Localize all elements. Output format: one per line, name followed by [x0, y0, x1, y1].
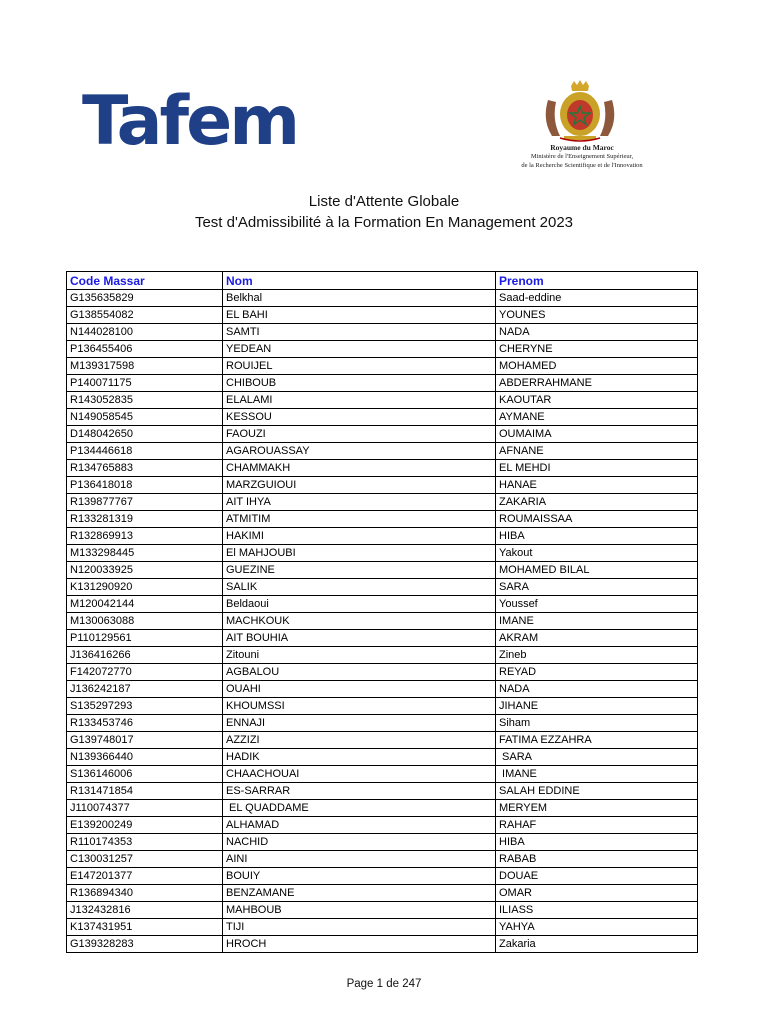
code-massar-cell: E139200249	[67, 817, 223, 834]
code-massar-cell: R143052835	[67, 392, 223, 409]
code-massar-cell: G135635829	[67, 290, 223, 307]
table-row	[67, 511, 698, 528]
table-row	[67, 936, 698, 953]
table-row	[67, 528, 698, 545]
nom-cell: El MAHJOUBI	[223, 545, 496, 562]
code-massar-cell: J136416266	[67, 647, 223, 664]
prenom-cell: SARA	[496, 579, 698, 596]
prenom-cell: AYMANE	[496, 409, 698, 426]
nom-cell: CHIBOUB	[223, 375, 496, 392]
nom-cell: BENZAMANE	[223, 885, 496, 902]
code-massar-cell: P136418018	[67, 477, 223, 494]
code-massar-cell: P134446618	[67, 443, 223, 460]
table-row	[67, 664, 698, 681]
code-massar-cell: R131471854	[67, 783, 223, 800]
nom-cell: AIT IHYA	[223, 494, 496, 511]
nom-cell: ENNAJI	[223, 715, 496, 732]
prenom-cell: MOHAMED BILAL	[496, 562, 698, 579]
ministry-line-2: de la Recherche Scientifique et de l'Innovation	[521, 161, 643, 169]
nom-cell: AGAROUASSAY	[223, 443, 496, 460]
prenom-cell: MERYEM	[496, 800, 698, 817]
prenom-cell: OMAR	[496, 885, 698, 902]
nom-cell: Zitouni	[223, 647, 496, 664]
code-massar-cell: F142072770	[67, 664, 223, 681]
code-massar-cell: C130031257	[67, 851, 223, 868]
table-row	[67, 902, 698, 919]
table-row	[67, 851, 698, 868]
prenom-cell: ILIASS	[496, 902, 698, 919]
table-row	[67, 613, 698, 630]
table-row	[67, 324, 698, 341]
nom-cell: HAKIMI	[223, 528, 496, 545]
prenom-cell: HIBA	[496, 834, 698, 851]
code-massar-cell: N120033925	[67, 562, 223, 579]
prenom-cell: REYAD	[496, 664, 698, 681]
nom-cell: Beldaoui	[223, 596, 496, 613]
nom-cell: AINI	[223, 851, 496, 868]
code-massar-cell: N144028100	[67, 324, 223, 341]
prenom-cell: CHERYNE	[496, 341, 698, 358]
prenom-cell: ROUMAISSAA	[496, 511, 698, 528]
code-massar-cell: G139748017	[67, 732, 223, 749]
code-massar-cell: P110129561	[67, 630, 223, 647]
nom-cell: GUEZINE	[223, 562, 496, 579]
prenom-cell: HANAE	[496, 477, 698, 494]
table-row	[67, 443, 698, 460]
ministry-block	[496, 143, 668, 170]
table-row	[67, 630, 698, 647]
waiting-list-table	[66, 271, 698, 953]
table-row	[67, 647, 698, 664]
code-massar-cell: N149058545	[67, 409, 223, 426]
table-row	[67, 460, 698, 477]
code-massar-cell: E147201377	[67, 868, 223, 885]
code-massar-cell: M120042144	[67, 596, 223, 613]
code-massar-cell: R133453746	[67, 715, 223, 732]
code-massar-cell: P140071175	[67, 375, 223, 392]
nom-cell: EL QUADDAME	[223, 800, 496, 817]
prenom-cell: FATIMA EZZAHRA	[496, 732, 698, 749]
nom-cell: AZZIZI	[223, 732, 496, 749]
table-header-row	[67, 272, 698, 290]
nom-cell: BOUIY	[223, 868, 496, 885]
prenom-cell: DOUAE	[496, 868, 698, 885]
table-row	[67, 783, 698, 800]
table-row	[67, 426, 698, 443]
nom-cell: AIT BOUHIA	[223, 630, 496, 647]
table-row	[67, 596, 698, 613]
prenom-cell: ZAKARIA	[496, 494, 698, 511]
prenom-cell: Zakaria	[496, 936, 698, 953]
column-header-code-massar: Code Massar	[67, 272, 223, 290]
table-row	[67, 681, 698, 698]
nom-cell: SALIK	[223, 579, 496, 596]
nom-cell: FAOUZI	[223, 426, 496, 443]
prenom-cell: YAHYA	[496, 919, 698, 936]
table-row	[67, 834, 698, 851]
code-massar-cell: R139877767	[67, 494, 223, 511]
code-massar-cell: J132432816	[67, 902, 223, 919]
table-row	[67, 919, 698, 936]
code-massar-cell: J110074377	[67, 800, 223, 817]
prenom-cell: Saad-eddine	[496, 290, 698, 307]
nom-cell: ES-SARRAR	[223, 783, 496, 800]
prenom-cell: AKRAM	[496, 630, 698, 647]
prenom-cell: NADA	[496, 324, 698, 341]
prenom-cell: Yakout	[496, 545, 698, 562]
code-massar-cell: K137431951	[67, 919, 223, 936]
prenom-cell: JIHANE	[496, 698, 698, 715]
nom-cell: CHAMMAKH	[223, 460, 496, 477]
nom-cell: KHOUMSSI	[223, 698, 496, 715]
page-subtitle: Test d'Admissibilité à la Formation En Management 2023	[194, 214, 574, 231]
prenom-cell: ABDERRAHMANE	[496, 375, 698, 392]
page-title: Liste d'Attente Globale	[308, 193, 460, 210]
table-row	[67, 749, 698, 766]
table-row	[67, 409, 698, 426]
prenom-cell: SARA	[496, 749, 698, 766]
prenom-cell: RAHAF	[496, 817, 698, 834]
code-massar-cell: K131290920	[67, 579, 223, 596]
code-massar-cell: R133281319	[67, 511, 223, 528]
table-row	[67, 562, 698, 579]
table-row	[67, 477, 698, 494]
code-massar-cell: M130063088	[67, 613, 223, 630]
nom-cell: MACHKOUK	[223, 613, 496, 630]
table-row	[67, 375, 698, 392]
column-header-prenom: Prenom	[496, 272, 698, 290]
prenom-cell: SALAH EDDINE	[496, 783, 698, 800]
code-massar-cell: N139366440	[67, 749, 223, 766]
prenom-cell: RABAB	[496, 851, 698, 868]
prenom-cell: IMANE	[496, 613, 698, 630]
nom-cell: EL BAHI	[223, 307, 496, 324]
table-row	[67, 341, 698, 358]
table-row	[67, 817, 698, 834]
nom-cell: Belkhal	[223, 290, 496, 307]
nom-cell: ATMITIM	[223, 511, 496, 528]
nom-cell: OUAHI	[223, 681, 496, 698]
morocco-royal-coat-of-arms-icon	[538, 80, 622, 142]
column-header-nom: Nom	[223, 272, 496, 290]
table-row	[67, 766, 698, 783]
code-massar-cell: G139328283	[67, 936, 223, 953]
prenom-cell: KAOUTAR	[496, 392, 698, 409]
table-row	[67, 494, 698, 511]
code-massar-cell: R134765883	[67, 460, 223, 477]
prenom-cell: NADA	[496, 681, 698, 698]
table-row	[67, 868, 698, 885]
code-massar-cell: R132869913	[67, 528, 223, 545]
code-massar-cell: J136242187	[67, 681, 223, 698]
kingdom-label: Royaume du Maroc	[550, 143, 614, 152]
code-massar-cell: R136894340	[67, 885, 223, 902]
table-row	[67, 800, 698, 817]
nom-cell: SAMTI	[223, 324, 496, 341]
table-row	[67, 545, 698, 562]
nom-cell: MARZGUIOUI	[223, 477, 496, 494]
code-massar-cell: D148042650	[67, 426, 223, 443]
nom-cell: CHAACHOUAI	[223, 766, 496, 783]
table-row	[67, 290, 698, 307]
nom-cell: MAHBOUB	[223, 902, 496, 919]
prenom-cell: HIBA	[496, 528, 698, 545]
table-row	[67, 307, 698, 324]
code-massar-cell: G138554082	[67, 307, 223, 324]
nom-cell: ROUIJEL	[223, 358, 496, 375]
ministry-line-1: Ministère de l'Enseignement Supérieur,	[530, 153, 634, 160]
page-number: Page 1 de 247	[346, 978, 422, 990]
code-massar-cell: S136146006	[67, 766, 223, 783]
prenom-cell: Siham	[496, 715, 698, 732]
code-massar-cell: M139317598	[67, 358, 223, 375]
tafem-logo: Tafem	[82, 82, 298, 161]
table-row	[67, 885, 698, 902]
prenom-cell: IMANE	[496, 766, 698, 783]
prenom-cell: Youssef	[496, 596, 698, 613]
code-massar-cell: R110174353	[67, 834, 223, 851]
code-massar-cell: M133298445	[67, 545, 223, 562]
code-massar-cell: P136455406	[67, 341, 223, 358]
table-row	[67, 698, 698, 715]
prenom-cell: EL MEHDI	[496, 460, 698, 477]
nom-cell: HADIK	[223, 749, 496, 766]
nom-cell: AGBALOU	[223, 664, 496, 681]
code-massar-cell: S135297293	[67, 698, 223, 715]
table-row	[67, 358, 698, 375]
prenom-cell: Zineb	[496, 647, 698, 664]
nom-cell: ALHAMAD	[223, 817, 496, 834]
nom-cell: TIJI	[223, 919, 496, 936]
prenom-cell: MOHAMED	[496, 358, 698, 375]
nom-cell: KESSOU	[223, 409, 496, 426]
table-row	[67, 732, 698, 749]
prenom-cell: YOUNES	[496, 307, 698, 324]
nom-cell: ELALAMI	[223, 392, 496, 409]
nom-cell: YEDEAN	[223, 341, 496, 358]
nom-cell: HROCH	[223, 936, 496, 953]
table-row	[67, 392, 698, 409]
prenom-cell: OUMAIMA	[496, 426, 698, 443]
prenom-cell: AFNANE	[496, 443, 698, 460]
table-row	[67, 579, 698, 596]
table-row	[67, 715, 698, 732]
nom-cell: NACHID	[223, 834, 496, 851]
